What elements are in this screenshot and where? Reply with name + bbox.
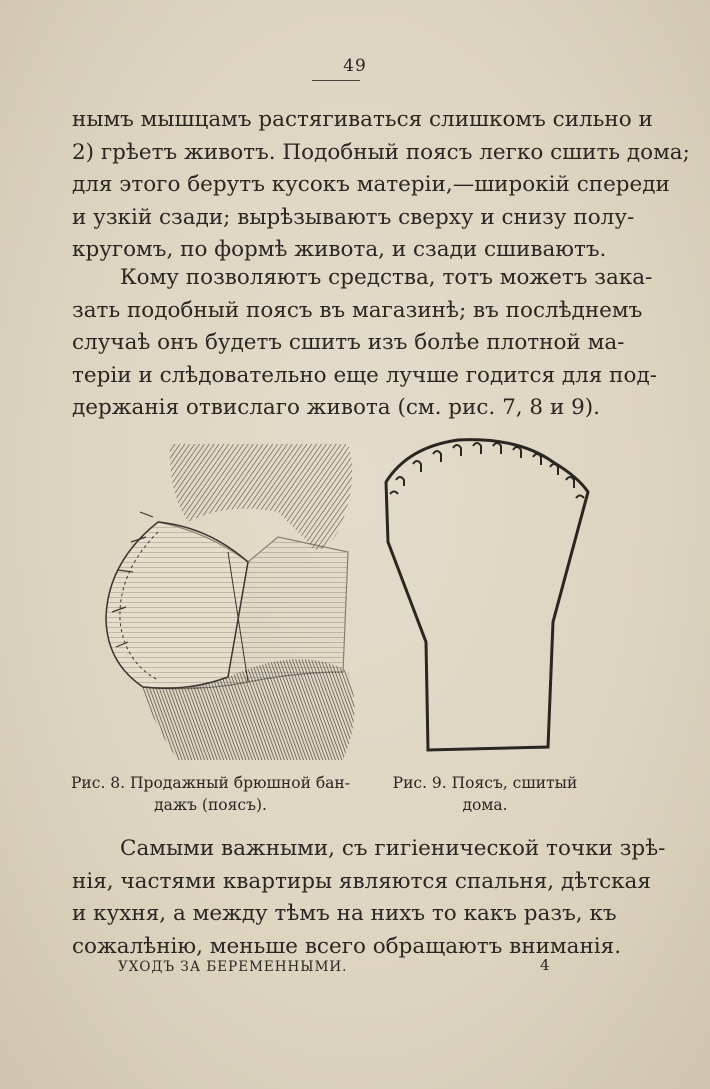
text-line: случаѣ онъ будетъ сшитъ изъ болѣе плотной ма- <box>72 330 625 355</box>
text-line: и узкій сзади; вырѣзываютъ сверху и снизу полу- <box>72 204 635 230</box>
text-line: зать подобный поясъ въ магазинѣ; въ послѣднемъ <box>72 297 643 323</box>
figure-9-caption <box>380 772 590 816</box>
figure-8-caption <box>68 772 353 816</box>
text-line: нія, частями квартиры являются спальня, дѣтская <box>72 868 651 894</box>
text-line: держанія отвислаго живота (см. рис. 7, 8 и 9). <box>72 395 601 420</box>
caption-line: Рис. 9. Поясъ, сшитый <box>392 774 578 792</box>
text-line: 2) грѣетъ животъ. Подобный поясъ легко сшить дома; <box>72 139 690 165</box>
text-line: теріи и слѣдовательно еще лучше годится для под- <box>72 362 657 388</box>
signature-mark: 4 <box>540 956 550 974</box>
text-line: и кухня, а между тѣмъ на нихъ то какъ разъ, къ <box>72 901 617 926</box>
text-line: Самыми важными, съ гигіенической точки зрѣ- <box>120 836 666 861</box>
caption-line: дажъ (поясъ). <box>154 796 267 814</box>
text-line: Кому позволяютъ средства, тотъ можетъ зака- <box>120 265 653 290</box>
paragraph-2 <box>72 262 657 425</box>
paragraph-1 <box>72 104 690 267</box>
figure-8-bandage-illustration <box>98 442 360 760</box>
caption-line: дома. <box>462 796 508 814</box>
text-line: сожалѣнію, меньше всего обращаютъ вниманія. <box>72 933 622 959</box>
header-rule <box>312 80 360 81</box>
text-line: для этого берутъ кусокъ матеріи,—широкій спереди <box>72 172 670 197</box>
text-line: нымъ мышцамъ растягиваться слишкомъ сильно и <box>72 107 653 132</box>
figure-9-belt-pattern <box>378 432 596 758</box>
text-line: кругомъ, по формѣ живота, и сзади сшиваютъ. <box>72 237 607 262</box>
paragraph-3 <box>72 833 666 963</box>
running-footer-title: УХОДЪ ЗА БЕРЕМЕННЫМИ. <box>118 959 348 975</box>
caption-line: Рис. 8. Продажный брюшной бан- <box>71 774 350 792</box>
page-number: 49 <box>343 56 367 76</box>
